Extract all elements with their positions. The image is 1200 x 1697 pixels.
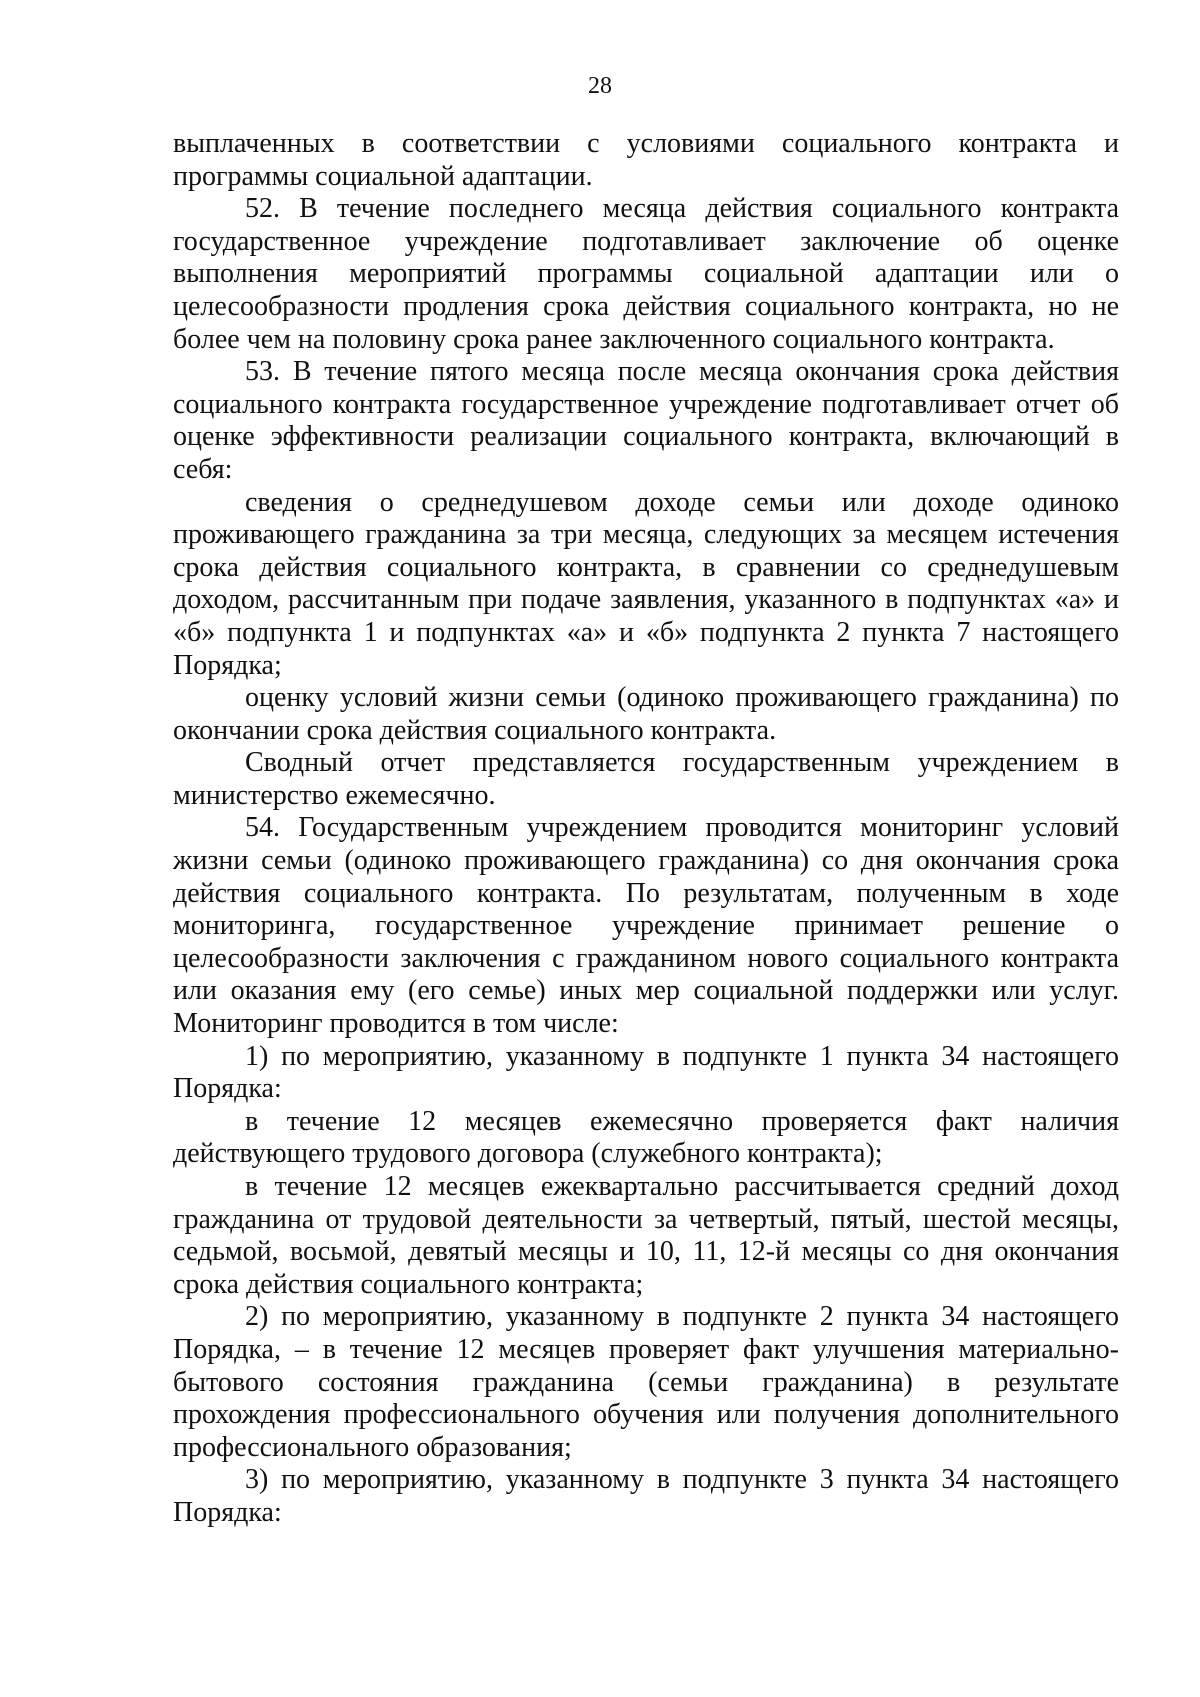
paragraph-53: 53. В течение пятого месяца после месяца окончания срока действия социального контракта государственное учреждение подготавливает отчет об оценке эффективности реализации социального контракта, включающий в себя: — [173, 356, 1119, 485]
paragraph-54-item-1-monthly: в течение 12 месяцев ежемесячно проверяется факт наличия действующего трудового договора (служебного контракта); — [173, 1105, 1119, 1170]
paragraph-continuation: выплаченных в соответствии с условиями социального контракта и программы социальной адаптации. — [173, 128, 1119, 192]
paragraph-53-living-conditions: оценку условий жизни семьи (одиноко проживающего гражданина) по окончании срока действия социального контракта. — [173, 682, 1119, 746]
paragraph-summary-report: Сводный отчет представляется государственным учреждением в министерство ежемесячно. — [173, 747, 1119, 811]
paragraph-54: 54. Государственным учреждением проводится мониторинг условий жизни семьи (одиноко проживающего гражданина) со дня окончания срока действия социального контракта. По результатам, полученным в ходе мониторинга, государственное учреждение принимает решение о целесообразности заключения с гражданином нового социального контракта или оказания ему (его семье) иных мер социальной поддержки или услуг. Мониторинг проводится в том числе: — [173, 812, 1119, 1040]
document-body — [173, 128, 1119, 1530]
page-number: 28 — [588, 73, 612, 99]
paragraph-54-item-1-quarterly: в течение 12 месяцев ежеквартально рассчитывается средний доход гражданина от трудовой деятельности за четвертый, пятый, шестой месяцы, седьмой, восьмой, девятый месяцы и 10, 11, 12-й месяцы со дня окончания срока действия социального контракта; — [173, 1171, 1119, 1300]
paragraph-54-item-2: 2) по мероприятию, указанному в подпункте 2 пункта 34 настоящего Порядка, – в течение 12 месяцев проверяет факт улучшения материально-бытового состояния гражданина (семьи гражданина) в результате прохождения профессионального обучения или получения дополнительного профессионального образования; — [173, 1301, 1119, 1463]
paragraph-54-item-1: 1) по мероприятию, указанному в подпункте 1 пункта 34 настоящего Порядка: — [173, 1040, 1119, 1105]
paragraph-54-item-3: 3) по мероприятию, указанному в подпункте 3 пункта 34 настоящего Порядка: — [173, 1464, 1119, 1528]
paragraph-53-income-info: сведения о среднедушевом доходе семьи или доходе одиноко проживающего гражданина за три месяца, следующих за месяцем истечения срока действия социального контракта, в сравнении со среднедушевым доходом, рассчитанным при подаче заявления, указанного в подпунктах «а» и «б» подпункта 1 и подпунктах «а» и «б» подпункта 2 пункта 7 настоящего Порядка; — [173, 486, 1119, 681]
paragraph-52: 52. В течение последнего месяца действия социального контракта государственное учреждение подготавливает заключение об оценке выполнения мероприятий программы социальной адаптации или о целесообразности продления срока действия социального контракта, но не более чем на половину срока ранее заключенного социального контракта. — [173, 193, 1119, 355]
